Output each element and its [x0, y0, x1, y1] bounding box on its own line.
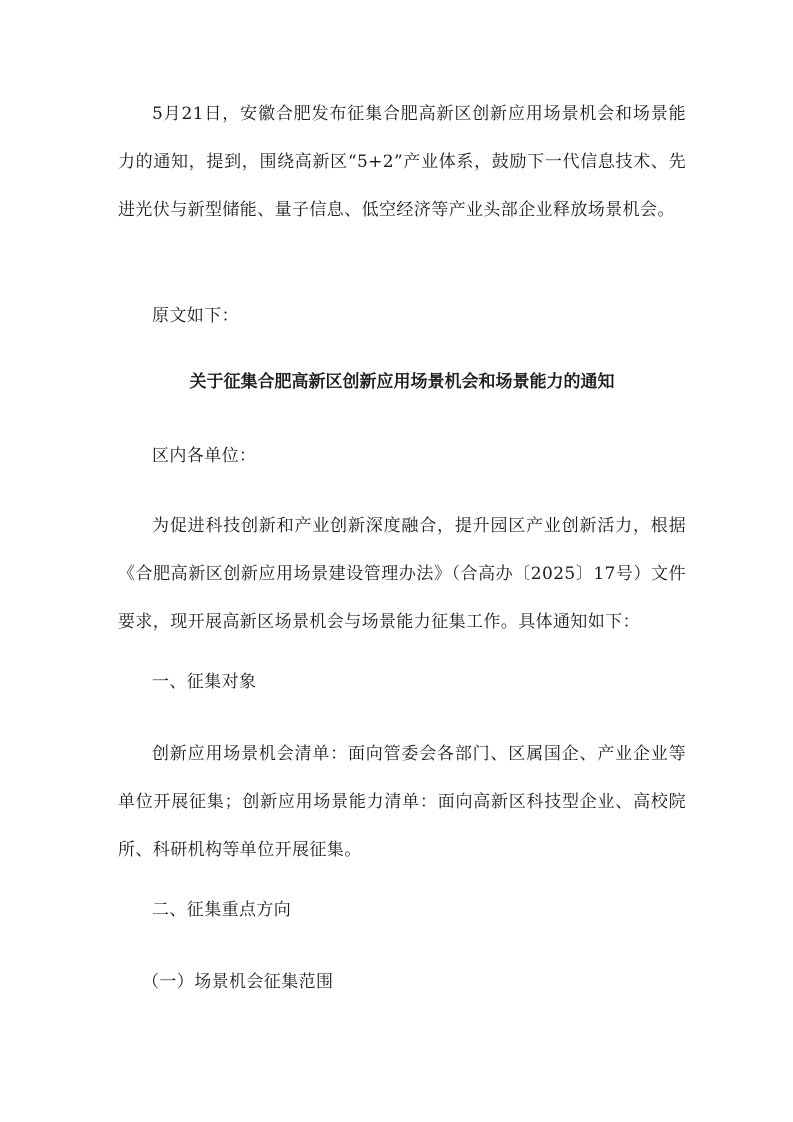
section-2-heading: 二、征集重点方向: [152, 900, 292, 920]
section-1-heading: 一、征集对象: [152, 672, 257, 692]
section-2-subheading-1: （一）场景机会征集范围: [142, 972, 334, 992]
section-1-body: 创新应用场景机会清单：面向管委会各部门、区属国企、产业企业等单位开展征集；创新应用场景能力清单：面向高新区科技型企业、高校院所、科研机构等单位开展征集。: [118, 744, 686, 860]
intro-paragraph: 5月21日，安徽合肥发布征集合肥高新区创新应用场景机会和场景能力的通知，提到，围绕高新区“5+2”产业体系，鼓励下一代信息技术、先进光伏与新型储能、量子信息、低空经济等产业头部企业释放场景机会。: [118, 104, 686, 220]
notice-title: 关于征集合肥高新区创新应用场景机会和场景能力的通知: [189, 372, 615, 392]
original-text-label: 原文如下：: [152, 306, 239, 326]
salutation: 区内各单位：: [152, 446, 257, 466]
body-intro-paragraph: 为促进科技创新和产业创新深度融合，提升园区产业创新活力，根据《合肥高新区创新应用场景建设管理办法》（合高办〔2025〕17号）文件要求，现开展高新区场景机会与场景能力征集工作。具体通知如下：: [118, 516, 686, 632]
